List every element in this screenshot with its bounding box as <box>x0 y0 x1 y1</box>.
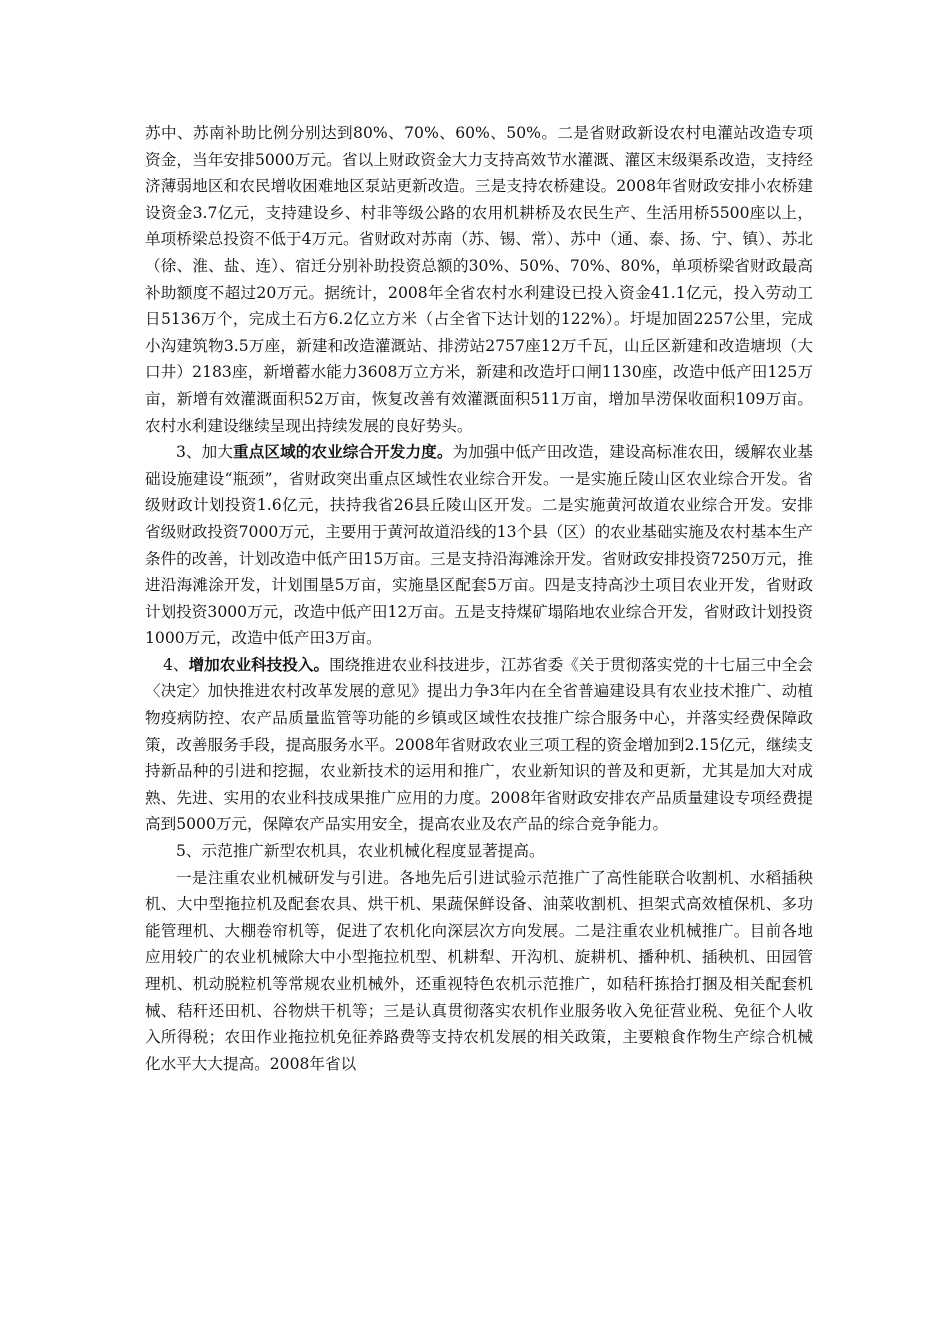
paragraph-text: 一是注重农业机械研发与引进。各地先后引进试验示范推广了高性能联合收割机、水稻插秧机、大中型拖拉机及配套农具、烘干机、果蔬保鲜设备、油菜收割机、担架式高效植保机、多功能管理机、大棚卷帘机等，促进了农机化向深层次方向发展。二是注重农业机械推广。目前各地应用较广的农业机械除大中小型拖拉机型、机耕犁、开沟机、旋耕机、播种机、插秧机、田园管理机、机动脱粒机等常规农业机械外，还重视特色农机示范推广，如秸秆拣拾打捆及相关配套机械、秸秆还田机、谷物烘干机等；三是认真贯彻落实农机作业服务收入免征营业税、免征个人收入所得税；农田作业拖拉机免征养路费等支持农机发展的相关政策，主要粮食作物生产综合机械化水平大大提高。2008年省以 <box>145 868 813 1073</box>
paragraph-machinery-detail <box>145 865 813 1078</box>
paragraph-lead: 4、 <box>163 655 189 674</box>
document-page <box>145 120 813 1077</box>
paragraph-heading-bold: 增加农业科技投入。 <box>188 654 330 674</box>
paragraph-regional-development <box>145 439 813 652</box>
paragraph-lead: 3、加大 <box>176 443 234 462</box>
paragraph-text: 苏中、苏南补助比例分别达到80%、70%、60%、50%。二是省财政新设农村电灌站改造专项资金，当年安排5000万元。省以上财政资金大力支持高效节水灌溉、灌区末级渠系改造，支持经济薄弱地区和农民增收困难地区泵站更新改造。三是支持农桥建设。2008年省财政安排小农桥建设资金3.7亿元，支持建设乡、村非等级公路的农用机耕桥及农民生产、生活用桥5500座以上，单项桥梁总投资不低于4万元。省财政对苏南（苏、锡、常）、苏中（通、泰、扬、宁、镇）、苏北（徐、淮、盐、连）、宿迁分别补助投资总额的30%、50%、70%、80%，单项桥梁省财政最高补助额度不超过20万元。据统计，2008年全省农村水利建设已投入资金41.1亿元，投入劳动工日5136万个，完成土石方6.2亿立方米（占全省下达计划的122%）。圩堤加固2257公里，完成小沟建筑物3.5万座，新建和改造灌溉站、排涝站2757座12万千瓦，山丘区新建和改造塘坝（大口井）2183座，新增蓄水能力3608万立方米，新建和改造圩口闸1130座，改造中低产田125万亩，新增有效灌溉面积52万亩，恢复改善有效灌溉面积511万亩，增加旱涝保收面积109万亩。农村水利建设继续呈现出持续发展的良好势头。 <box>145 124 813 435</box>
paragraph-machinery-heading <box>145 838 813 865</box>
paragraph-text: 为加强中低产田改造，建设高标准农田，缓解农业基础设施建设“瓶颈”，省财政突出重点区域性农业综合开发。一是实施丘陵山区农业综合开发。省级财政计划投资1.6亿元，扶持我省26县丘陵山区开发。二是实施黄河故道农业综合开发。安排省级财政投资7000万元，主要用于黄河故道沿线的13个县（区）的农业基础实施及农村基本生产条件的改善，计划改造中低产田15万亩。三是支持沿海滩涂开发。省财政安排投资7250万元，推进沿海滩涂开发，计划围垦5万亩，实施垦区配套5万亩。四是支持高沙土项目农业开发，省财政计划投资3000万元，改造中低产田12万亩。五是支持煤矿塌陷地农业综合开发，省财政计划投资1000万元，改造中低产田3万亩。 <box>145 443 813 648</box>
paragraph-heading-bold: 重点区域的农业综合开发力度。 <box>233 442 453 462</box>
paragraph-text: 5、示范推广新型农机具，农业机械化程度显著提高。 <box>176 842 545 861</box>
paragraph-text: 围绕推进农业科技进步，江苏省委《关于贯彻落实党的十七届三中全会〈决定〉加快推进农村改革发展的意见》提出力争3年内在全省普遍建设具有农业技术推广、动植物疫病防控、农产品质量监管等功能的乡镇或区域性农技推广综合服务中心，并落实经费保障政策，改善服务手段，提高服务水平。2008年省财政农业三项工程的资金增加到2.15亿元，继续支持新品种的引进和挖掘，农业新技术的运用和推广，农业新知识的普及和更新，尤其是加大对成熟、先进、实用的农业科技成果推广应用的力度。2008年省财政安排农产品质量建设专项经费提高到5000万元，保障农产品实用安全，提高农业及农产品的综合竞争能力。 <box>145 655 813 834</box>
paragraph-irrigation-funding <box>145 120 813 439</box>
paragraph-agri-tech <box>145 652 813 838</box>
